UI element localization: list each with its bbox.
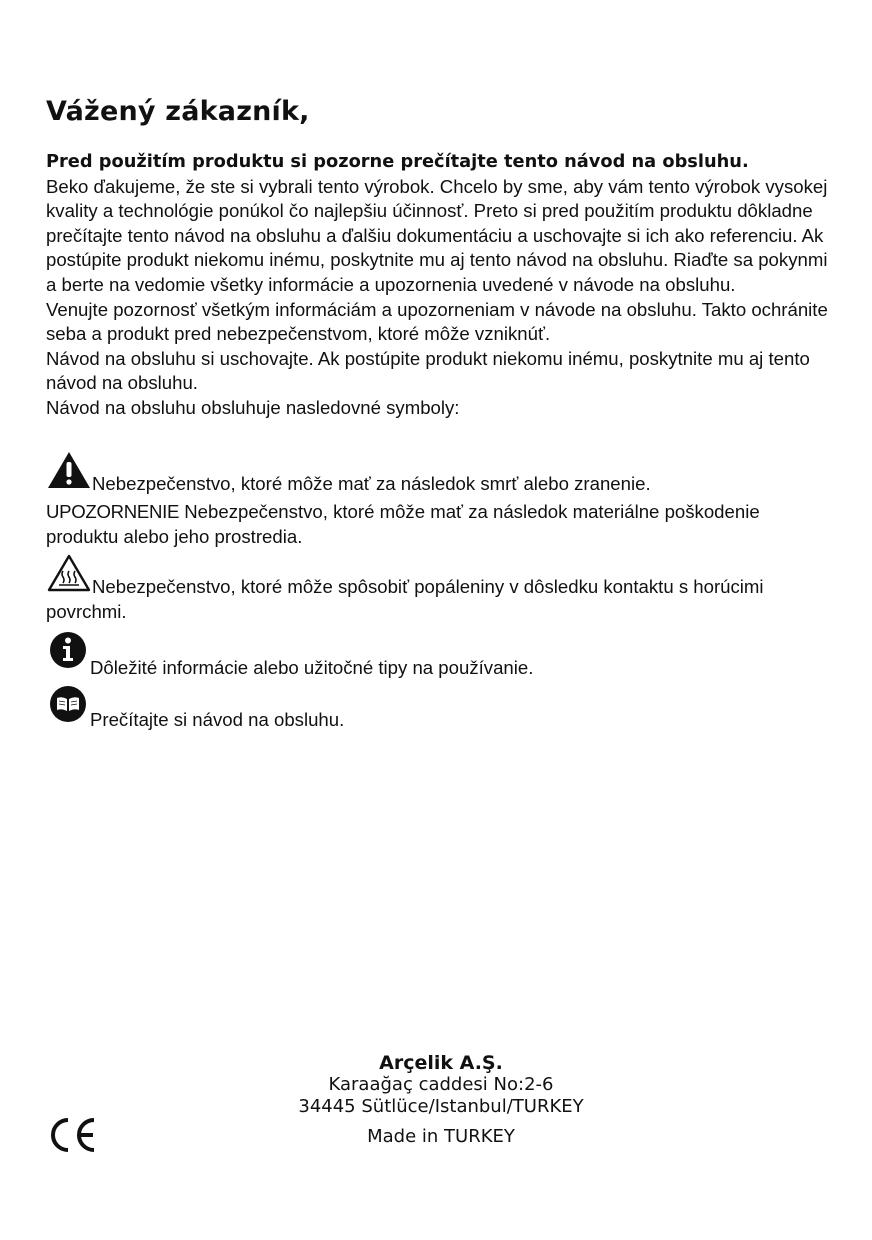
caution-label: UPOZORNENIE [46,501,180,522]
hot-surface-icon [46,553,92,600]
info-icon [46,630,90,681]
danger-text: Nebezpečenstvo, ktoré môže mať za následok smrť alebo zranenie. [92,473,651,494]
symbol-row-danger [46,450,836,497]
hot-surface-text: Nebezpečenstvo, ktoré môže spôsobiť popáleniny v dôsledku kontaktu s horúcimi povrchmi. [46,576,764,622]
info-text: Dôležité informácie alebo užitočné tipy na používanie. [90,657,534,678]
symbol-row-manual [46,684,836,733]
company-name: Arçelik A.Ş. [379,1052,503,1074]
symbol-row-caution [46,500,836,549]
caution-text: Nebezpečenstvo, ktoré môže mať za následok materiálne poškodenie produktu alebo jeho prostredia. [46,501,760,547]
manufacturer-address [200,1052,682,1148]
lead-sentence: Pred použitím produktu si pozorne prečítajte tento návod na obsluhu. [46,151,749,172]
made-in: Made in TURKEY [367,1126,515,1147]
manual-text: Prečítajte si návod na obsluhu. [90,709,345,730]
address-line-2: 34445 Sütlüce/Istanbul/TURKEY [298,1096,584,1117]
attention-paragraph: Venujte pozornosť všetkým informáciám a upozorneniam v návode na obsluhu. Takto ochránite seba a produkt pred nebezpečenstvom, ktoré môže vzniknúť. [46,298,828,345]
address-line-1: Karaağaç caddesi No:2-6 [328,1074,554,1095]
intro-section [46,150,836,421]
warning-triangle-icon [46,450,92,497]
ce-mark-icon [46,1116,98,1159]
page-title: Vážený zákazník, [46,96,310,127]
intro-paragraph: Beko ďakujeme, že ste si vybrali tento výrobok. Chcelo by sme, aby vám tento výrobok vysokej kvality a technológie ponúkol čo najlepšiu účinnosť. Preto si pred použitím produktu dôkladne prečítajte tento návod na obsluhu a ďalšiu dokumentáciu a uschovajte si ich ako referenciu. Ak postúpite produkt niekomu inému, poskytnite mu aj tento návod na obsluhu. Riaďte sa pokynmi a berte na vedomie všetky informácie a upozornenia uvedené v návode na obsluhu. [46,175,828,295]
symbols-intro: Návod na obsluhu obsluhuje nasledovné symboly: [46,396,460,418]
symbol-row-hot-surface [46,553,836,624]
symbol-row-info [46,630,836,681]
keep-manual-paragraph: Návod na obsluhu si uschovajte. Ak postúpite produkt niekomu inému, poskytnite mu aj tento návod na obsluhu. [46,347,810,394]
book-icon [46,684,90,733]
